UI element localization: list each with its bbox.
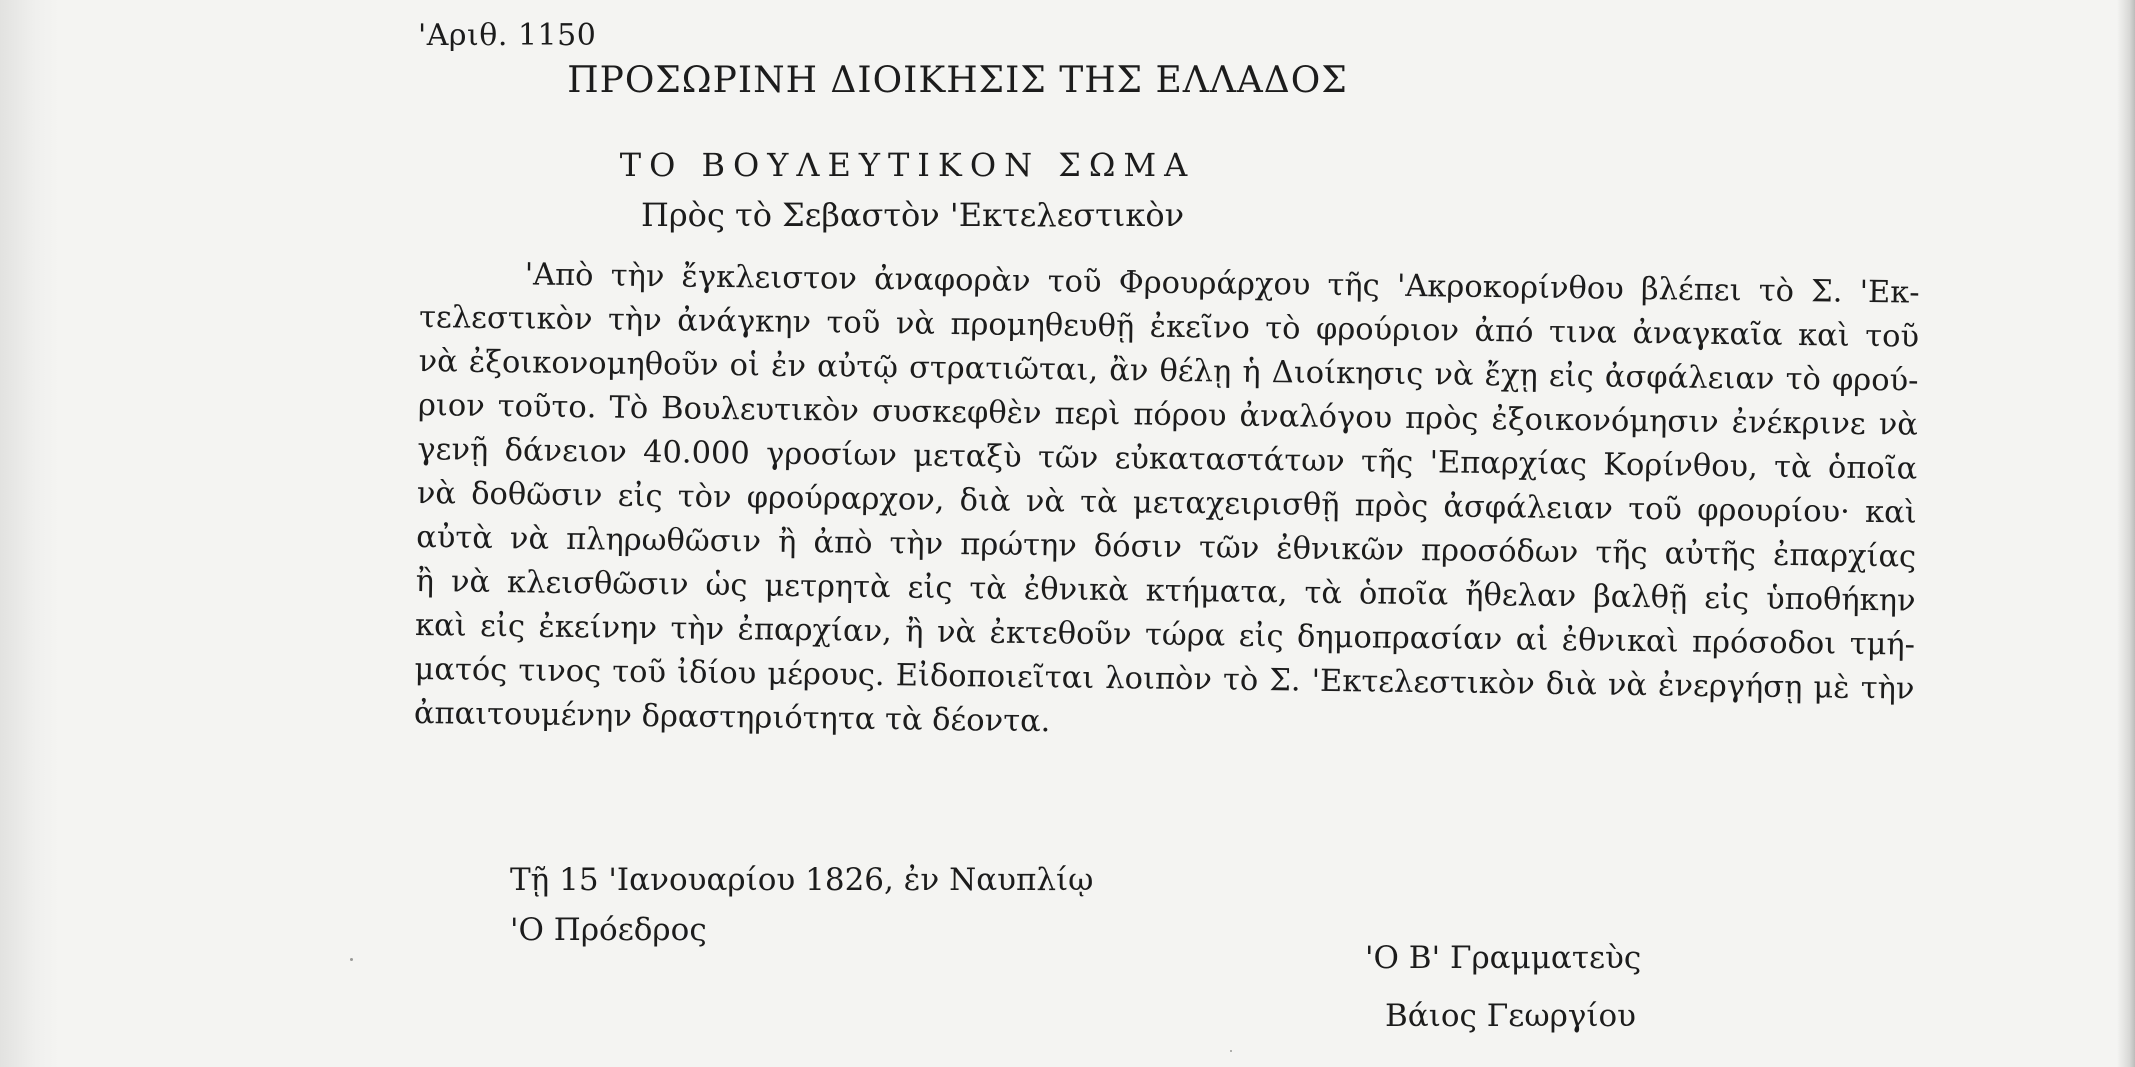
body-line: 'Απὸ τὴν ἔγκλειστον ἀναφορὰν τοῦ Φρουράρχου τῆς 'Ακροκορίνθου βλέπει τὸ Σ. 'Εκ- <box>524 257 1920 311</box>
body-line: τελεστικὸν τὴν ἀνάγκην τοῦ νὰ προμηθευθῇ ἐκεῖνο τὸ φρούριον ἀπό τινα ἀναγκαῖα καὶ τοῦ <box>418 299 1920 355</box>
document-title <box>0 60 2135 101</box>
body-line: ριον τοῦτο. Τὸ Βουλευτικὸν συσκεφθὲν περὶ πόρου ἀναλόγου πρὸς ἐξοικονόμησιν ἐνέκρινε νὰ <box>417 387 1919 443</box>
secretary-signature-title: 'Ο Β' Γραμματεὺς <box>1365 940 1642 976</box>
president-signature-title: 'Ο Πρόεδρος <box>510 912 707 948</box>
body-line: γενῇ δάνειον 40.000 γροσίων μεταξὺ τῶν εὐκαταστάτων τῆς 'Επαρχίας Κορίνθου, τὰ ὁποῖα <box>417 431 1918 487</box>
sender-heading <box>0 146 2135 184</box>
secretary-name: Βάιος Γεωργίου <box>1385 998 1637 1034</box>
body-line: ματός τινος τοῦ ἰδίου μέρους. Εἰδοποιεῖται λοιπὸν τὸ Σ. 'Εκτελεστικὸν διὰ νὰ ἐνεργήσῃ μὲ τὴν <box>414 651 1915 707</box>
paper-speck <box>350 958 353 961</box>
document-title-text: ΠΡΟΣΩΡΙΝΗ ΔΙΟΙΚΗΣΙΣ ΤΗΣ ΕΛΛΑΔΟΣ <box>567 60 1348 101</box>
date-place-line: Τῇ 15 'Ιανουαρίου 1826, ἐν Ναυπλίῳ <box>510 862 1094 898</box>
letter-body <box>414 252 1920 756</box>
addressee-line <box>0 196 2135 234</box>
paper-speck <box>1230 1050 1232 1052</box>
body-line: αὐτὰ νὰ πληρωθῶσιν ἢ ἀπὸ τὴν πρώτην δόσιν τῶν ἐθνικῶν προσόδων τῆς αὐτῆς ἐπαρχίας <box>416 519 1917 575</box>
body-line: ἀπαιτουμένην δραστηριότητα τὰ δέοντα. <box>413 695 1051 740</box>
reference-number: 'Αριθ. 1150 <box>418 18 597 53</box>
sender-heading-text: ΤΟ ΒΟΥΛΕΥΤΙΚΟΝ ΣΩΜΑ <box>619 146 1196 184</box>
addressee-text: Πρὸς τὸ Σεβαστὸν 'Εκτελεστικὸν <box>640 196 1185 234</box>
body-line: ἢ νὰ κλεισθῶσιν ὡς μετρητὰ εἰς τὰ ἐθνικὰ κτήματα, τὰ ὁποῖα ἤθελαν βαλθῇ εἰς ὑποθήκην <box>415 563 1916 619</box>
body-line: νὰ δοθῶσιν εἰς τὸν φρούραρχον, διὰ νὰ τὰ μεταχειρισθῇ πρὸς ἀσφάλειαν τοῦ φρουρίου· καὶ <box>416 475 1917 531</box>
body-line: νὰ ἐξοικονομηθοῦν οἱ ἐν αὐτῷ στρατιῶται, ἂν θέλῃ ἡ Διοίκησις νὰ ἔχῃ εἰς ἀσφάλειαν τὸ φρού- <box>418 343 1919 399</box>
body-line: καὶ εἰς ἐκείνην τὴν ἐπαρχίαν, ἢ νὰ ἐκτεθοῦν τώρα εἰς δημοπρασίαν αἱ ἐθνικαὶ πρόσοδοι τμή- <box>414 607 1916 663</box>
